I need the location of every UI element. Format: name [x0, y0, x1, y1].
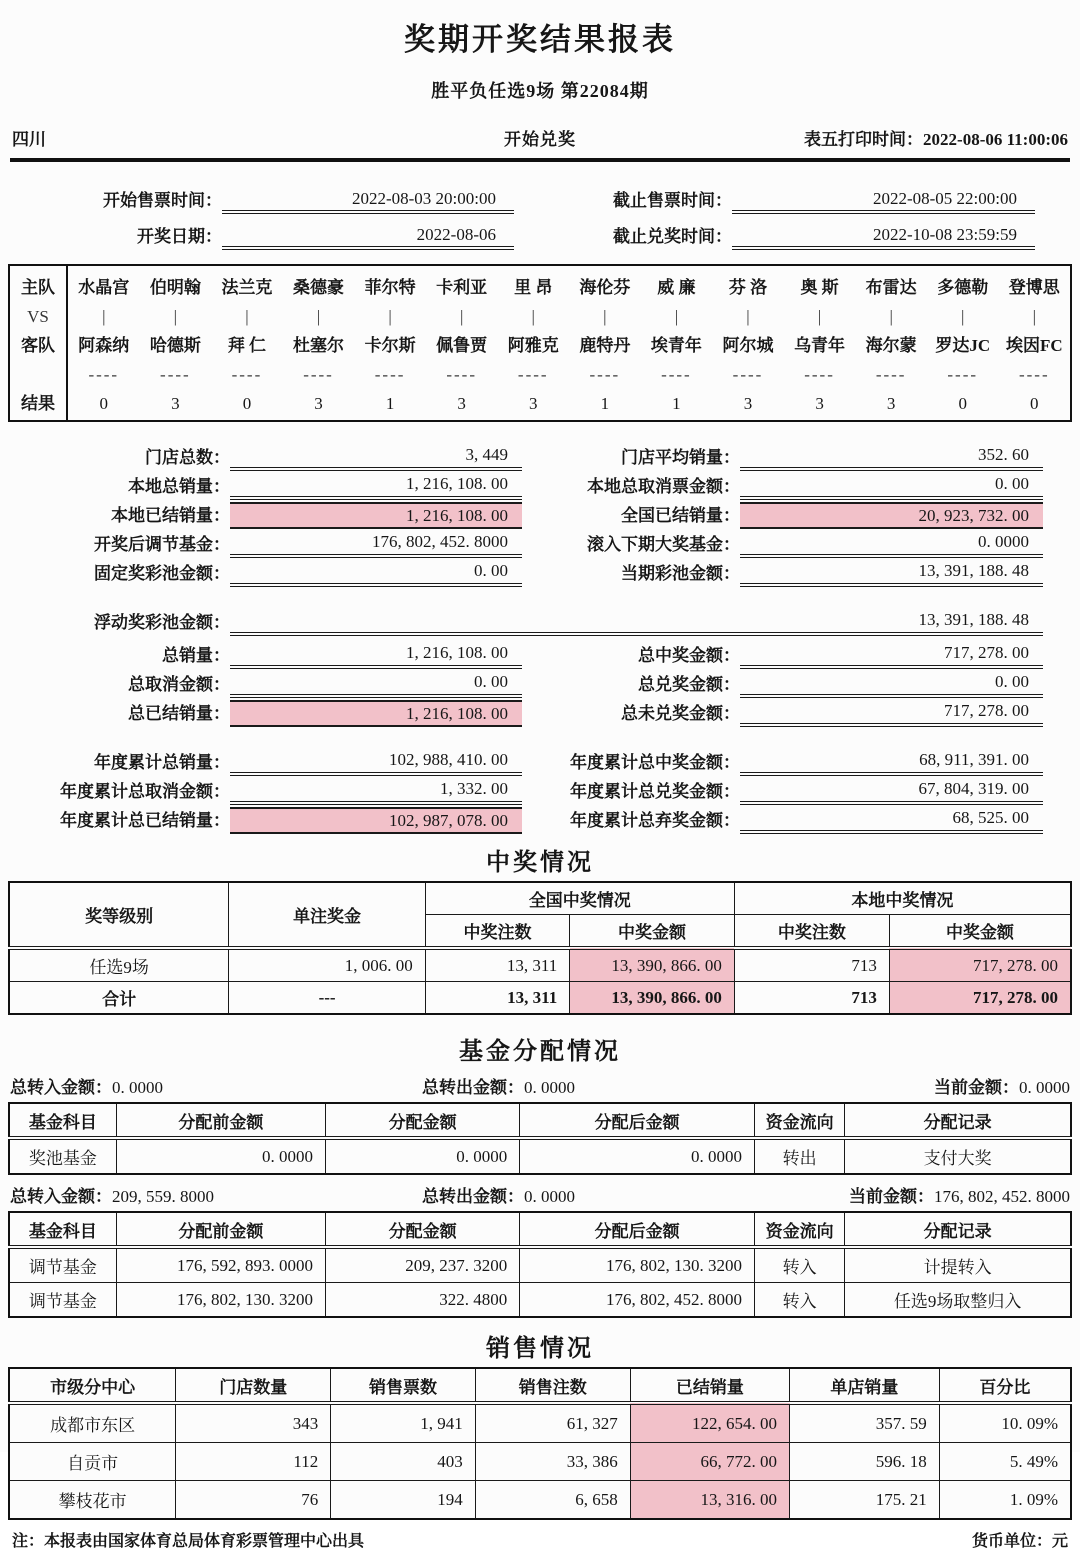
home-team: 海伦芬	[579, 278, 631, 297]
match-table	[8, 264, 1072, 422]
stat-label: 滚入下期大奖基金：	[587, 535, 740, 554]
sales-tickets-header: 销售票数	[331, 1368, 475, 1403]
vs-separator-icon: |	[173, 307, 178, 326]
stat-label: 固定奖彩池金额：	[94, 564, 230, 583]
match-column	[641, 266, 713, 420]
sales-bets: 33, 386	[475, 1443, 630, 1481]
stat-row	[0, 558, 1080, 587]
vs-separator-icon: |	[459, 307, 464, 326]
stat-label: 年度累计总已结销量：	[60, 811, 230, 830]
sale-end-value: 2022-08-05 22:00:00	[732, 187, 1035, 214]
fund-total-in	[10, 1073, 422, 1098]
stat-value: 1, 332. 00	[230, 778, 522, 805]
match-result: 1	[385, 394, 395, 413]
score-dash: ----	[661, 365, 692, 384]
fund-record: 支付大奖	[845, 1138, 1071, 1174]
fund-after-header: 分配后金额	[520, 1103, 755, 1138]
sales-stores: 343	[176, 1403, 331, 1443]
redeem-end-label: 截止兑奖时间：	[613, 227, 732, 246]
away-team: 卡尔斯	[364, 336, 416, 355]
meta-row	[0, 125, 1080, 150]
sales-perstore-header: 单店销量	[790, 1368, 940, 1403]
stat-value: 0. 00	[230, 560, 522, 587]
stat-value: 0. 0000	[740, 531, 1043, 558]
sales-percent: 10. 09%	[939, 1403, 1071, 1443]
fund-amount-header: 分配金额	[325, 1103, 519, 1138]
fund-subject: 奖池基金	[9, 1138, 116, 1174]
sales-section-title: 销售情况	[486, 1336, 594, 1362]
local-amount-header: 中奖金额	[889, 915, 1071, 949]
stat-value: 13, 391, 188. 48	[230, 609, 1043, 636]
stat-value: 717, 278. 00	[740, 700, 1043, 727]
fund-after: 0. 0000	[520, 1138, 755, 1174]
match-column	[497, 266, 569, 420]
sales-stores: 76	[176, 1481, 331, 1520]
sale-start-label: 开始售票时间：	[103, 191, 222, 210]
score-dash: ----	[1018, 365, 1050, 384]
match-result: 0	[1030, 394, 1039, 413]
fund-direction: 转入	[754, 1247, 844, 1283]
away-team: 阿雅克	[507, 336, 559, 355]
local-count-header: 中奖注数	[734, 915, 889, 949]
score-dash: ----	[875, 365, 907, 384]
fund-total-in-label: 总转入金额：	[10, 1078, 112, 1097]
draw-date-label: 开奖日期：	[137, 227, 222, 246]
local-count: 713	[734, 982, 889, 1015]
fund-record: 计提转入	[845, 1247, 1071, 1283]
stat-label: 门店总数：	[145, 448, 230, 467]
fund-header-row	[9, 1212, 1071, 1247]
national-count: 13, 311	[425, 982, 569, 1015]
stat-value: 13, 391, 188. 48	[740, 560, 1043, 587]
status-label: 开始兑奖	[504, 130, 576, 149]
match-result: 1	[600, 394, 610, 413]
home-team: 卡利亚	[436, 278, 488, 297]
stat-label: 总未兑奖金额：	[621, 704, 740, 723]
away-team: 乌青年	[794, 336, 846, 355]
vs-separator-icon: |	[388, 307, 392, 326]
sale-end-label: 截止售票时间：	[613, 191, 732, 210]
away-team: 埃因FC	[1005, 336, 1063, 355]
stat-row	[0, 776, 1080, 805]
sales-center: 攀枝花市	[9, 1481, 176, 1520]
match-result: 1	[672, 394, 681, 413]
sales-perstore: 357. 59	[790, 1403, 940, 1443]
stat-label: 年度累计总弃奖金额：	[570, 811, 740, 830]
match-column	[211, 266, 283, 420]
sales-percent-header: 百分比	[939, 1368, 1071, 1403]
stat-value: 0. 00	[740, 473, 1043, 500]
fund-direction-header: 资金流向	[754, 1103, 844, 1138]
fund-summary	[10, 1074, 1070, 1098]
match-column	[68, 266, 140, 420]
stat-row	[0, 500, 1080, 529]
stat-label: 年度累计总销量：	[94, 753, 230, 772]
away-team: 拜 仁	[227, 336, 267, 355]
stat-value: 68, 525. 00	[740, 807, 1043, 834]
sales-center-header: 市级分中心	[9, 1368, 176, 1403]
fund-total-in-label: 总转入金额：	[10, 1187, 112, 1206]
stat-value: 717, 278. 00	[740, 642, 1043, 669]
vs-separator-icon: |	[245, 307, 249, 326]
sales-data-row	[9, 1443, 1071, 1481]
vs-separator-icon: |	[674, 307, 679, 326]
score-dash: ----	[589, 365, 621, 384]
fund-table-2	[8, 1211, 1072, 1318]
fund-direction-header: 资金流向	[754, 1212, 844, 1247]
fund-total-in-value: 0. 0000	[112, 1078, 163, 1097]
fund-table-1	[8, 1102, 1072, 1175]
away-team: 鹿特丹	[579, 336, 631, 355]
fund-section-title: 基金分配情况	[459, 1039, 621, 1065]
fund-subject: 调节基金	[9, 1283, 116, 1318]
vs-separator-icon: |	[889, 307, 893, 326]
match-column	[999, 266, 1071, 420]
sales-data-row	[9, 1403, 1071, 1443]
fund-before-header: 分配前金额	[116, 1103, 325, 1138]
fund-total-out-value: 0. 0000	[524, 1187, 575, 1206]
prize-total-row	[9, 982, 1071, 1015]
fund-after: 176, 802, 130. 3200	[520, 1247, 755, 1283]
score-dash: ----	[517, 365, 549, 384]
match-column	[569, 266, 641, 420]
stat-label: 当期彩池金额：	[621, 564, 740, 583]
away-team: 杜塞尔	[293, 336, 345, 355]
sales-bets: 61, 327	[475, 1403, 630, 1443]
vs-separator-icon: |	[316, 307, 321, 326]
stat-value-highlighted: 1, 216, 108. 00	[230, 502, 522, 529]
fund-data-row	[9, 1247, 1071, 1283]
stat-label: 本地总取消票金额：	[587, 477, 740, 496]
match-result: 3	[886, 394, 896, 413]
sales-settled: 66, 772. 00	[630, 1443, 789, 1481]
home-team: 芬 洛	[728, 278, 768, 297]
vs-separator-icon: |	[961, 307, 965, 326]
prize-single: 1, 006. 00	[229, 948, 425, 982]
stat-row	[0, 698, 1080, 727]
fund-total-out-value: 0. 0000	[524, 1078, 575, 1097]
home-team: 奥 斯	[800, 278, 839, 297]
stat-label: 本地已结销量：	[111, 506, 230, 525]
fund-amount-header: 分配金额	[325, 1212, 519, 1247]
stat-value-highlighted: 1, 216, 108. 00	[230, 700, 522, 727]
away-team: 海尔蒙	[865, 336, 917, 355]
fund-direction: 转出	[754, 1138, 844, 1174]
sales-center: 成都市东区	[9, 1403, 176, 1443]
match-column	[927, 266, 999, 420]
sales-stores-header: 门店数量	[176, 1368, 331, 1403]
fund-current-value: 0. 0000	[1019, 1078, 1070, 1097]
away-team: 阿尔城	[722, 336, 774, 355]
sales-tickets: 1, 941	[331, 1403, 475, 1443]
fund-amount: 0. 0000	[325, 1138, 519, 1174]
page-subtitle: 胜平负任选9场 第22084期	[431, 81, 649, 101]
stat-value: 0. 00	[230, 671, 522, 698]
score-dash: ----	[446, 365, 477, 384]
region-label: 四川	[12, 130, 46, 149]
stat-value: 0. 00	[740, 671, 1043, 698]
fund-summary	[10, 1183, 1070, 1207]
stat-row	[0, 805, 1080, 834]
local-amount: 717, 278. 00	[889, 948, 1071, 982]
fund-subject-header: 基金科目	[9, 1103, 116, 1138]
fund-after-header: 分配后金额	[520, 1212, 755, 1247]
home-team: 登博思	[1008, 278, 1060, 297]
match-row-labels	[10, 266, 68, 420]
national-count: 13, 311	[425, 948, 569, 982]
match-column	[426, 266, 498, 420]
sales-tickets: 194	[331, 1481, 475, 1520]
stat-value: 1, 216, 108. 00	[230, 473, 522, 500]
home-team: 威 廉	[657, 278, 696, 297]
sales-percent: 5. 49%	[939, 1443, 1071, 1481]
fund-total-in	[10, 1182, 422, 1207]
match-result: 3	[171, 394, 180, 413]
print-time-label: 表五打印时间：	[804, 130, 924, 149]
sales-settled: 13, 316. 00	[630, 1481, 789, 1520]
stat-row	[0, 442, 1080, 471]
fund-current	[934, 1073, 1070, 1098]
match-result: 3	[815, 394, 824, 413]
fund-current-label: 当前金额：	[934, 1078, 1019, 1097]
stat-label: 总中奖金额：	[638, 646, 740, 665]
fund-total-in-value: 209, 559. 8000	[112, 1187, 214, 1206]
currency-unit: 货币单位：元	[971, 1533, 1068, 1550]
national-amount: 13, 390, 866. 00	[570, 948, 735, 982]
fund-data-row	[9, 1138, 1071, 1174]
stat-label: 年度累计总取消金额：	[60, 782, 230, 801]
vs-row-label: VS	[27, 307, 49, 326]
sales-settled: 122, 654. 00	[630, 1403, 789, 1443]
fund-subject-header: 基金科目	[9, 1212, 116, 1247]
score-dash: ----	[231, 365, 263, 384]
away-team: 佩鲁贾	[436, 336, 488, 355]
fund-data-row	[9, 1283, 1071, 1318]
stat-value: 67, 804, 319. 00	[740, 778, 1043, 805]
stat-label: 年度累计总兑奖金额：	[570, 782, 740, 801]
stat-label: 总已结销量：	[128, 704, 230, 723]
score-dash: ----	[947, 365, 979, 384]
sales-tickets: 403	[331, 1443, 475, 1481]
fund-record-header: 分配记录	[845, 1103, 1071, 1138]
match-column	[140, 266, 212, 420]
score-dash: ----	[303, 365, 334, 384]
match-column	[712, 266, 784, 420]
sale-start-value: 2022-08-03 20:00:00	[222, 187, 514, 214]
score-dash: ----	[374, 365, 406, 384]
sales-perstore: 596. 18	[790, 1443, 940, 1481]
vs-separator-icon: |	[746, 307, 750, 326]
sales-table	[8, 1367, 1072, 1520]
stat-label: 开奖后调节基金：	[94, 535, 230, 554]
fund-direction: 转入	[754, 1283, 844, 1318]
stat-label: 总兑奖金额：	[638, 675, 740, 694]
prize-data-row	[9, 948, 1071, 982]
stat-value: 176, 802, 452. 8000	[230, 531, 522, 558]
away-row-label: 客队	[21, 336, 55, 355]
fund-before: 176, 802, 130. 3200	[116, 1283, 325, 1318]
stat-label: 总取消金额：	[128, 675, 230, 694]
vs-separator-icon: |	[1032, 307, 1036, 326]
fund-current	[849, 1182, 1070, 1207]
local-count: 713	[734, 948, 889, 982]
away-team: 罗达JC	[935, 336, 991, 355]
fund-current-label: 当前金额：	[849, 1187, 934, 1206]
stat-label: 总销量：	[162, 646, 230, 665]
fund-total-out	[422, 1182, 849, 1207]
home-team: 布雷达	[865, 278, 917, 297]
time-row	[0, 220, 1080, 250]
match-column	[784, 266, 856, 420]
fund-after: 176, 802, 452. 8000	[520, 1283, 755, 1318]
page-title: 奖期开奖结果报表	[404, 22, 676, 57]
prize-level: 任选9场	[9, 948, 229, 982]
national-amount: 13, 390, 866. 00	[570, 982, 735, 1015]
print-time-value: 2022-08-06 11:00:06	[923, 130, 1068, 149]
fund-header-row	[9, 1103, 1071, 1138]
header-divider	[10, 158, 1070, 162]
score-dash: ----	[160, 365, 191, 384]
statistics-section	[0, 442, 1080, 834]
stat-value-highlighted: 20, 923, 732. 00	[740, 502, 1043, 529]
home-team: 伯明翰	[149, 278, 201, 297]
fund-record: 任选9场取整归入	[845, 1283, 1071, 1318]
match-result: 0	[99, 394, 109, 413]
stat-label: 浮动奖彩池金额：	[94, 613, 230, 632]
stat-row	[0, 471, 1080, 500]
score-dash: ----	[88, 365, 120, 384]
match-column	[855, 266, 927, 420]
sales-data-row	[9, 1481, 1071, 1520]
match-result: 3	[457, 394, 466, 413]
match-result: 3	[529, 394, 538, 413]
national-count-header: 中奖注数	[425, 915, 569, 949]
home-team: 菲尔特	[364, 278, 416, 297]
national-header: 全国中奖情况	[425, 882, 734, 915]
stat-value: 352. 60	[740, 444, 1043, 471]
stat-row	[0, 747, 1080, 776]
stat-value: 68, 911, 391. 00	[740, 749, 1043, 776]
match-result: 0	[242, 394, 252, 413]
sales-bets: 6, 658	[475, 1481, 630, 1520]
stat-label: 年度累计总中奖金额：	[570, 753, 740, 772]
sales-stores: 112	[176, 1443, 331, 1481]
home-team: 多德勒	[937, 278, 989, 297]
vs-separator-icon: |	[531, 307, 535, 326]
redeem-end-value: 2022-10-08 23:59:59	[732, 223, 1035, 250]
stat-row	[0, 669, 1080, 698]
fund-amount: 322. 4800	[325, 1283, 519, 1318]
sales-header-row	[9, 1368, 1071, 1403]
sales-perstore: 175. 21	[790, 1481, 940, 1520]
national-amount-header: 中奖金额	[570, 915, 735, 949]
match-result: 3	[743, 394, 753, 413]
stat-label: 本地总销量：	[128, 477, 230, 496]
sales-bets-header: 销售注数	[475, 1368, 630, 1403]
stat-row-full	[0, 607, 1080, 636]
prize-section-title: 中奖情况	[486, 850, 594, 876]
stat-row	[0, 529, 1080, 558]
fund-subject: 调节基金	[9, 1247, 116, 1283]
prize-single-header: 单注奖金	[229, 882, 425, 948]
away-team: 埃青年	[650, 336, 702, 355]
score-dash: ----	[732, 365, 764, 384]
local-amount: 717, 278. 00	[889, 982, 1071, 1015]
time-row	[0, 184, 1080, 214]
fund-before-header: 分配前金额	[116, 1212, 325, 1247]
away-team: 阿森纳	[78, 336, 130, 355]
prize-single: ---	[229, 982, 425, 1015]
vs-separator-icon: |	[817, 307, 822, 326]
home-row-label: 主队	[21, 278, 55, 297]
fund-current-value: 176, 802, 452. 8000	[934, 1187, 1070, 1206]
sales-center: 自贡市	[9, 1443, 176, 1481]
prize-level: 合计	[9, 982, 229, 1015]
score-dash: ----	[804, 365, 835, 384]
stat-row	[0, 640, 1080, 669]
prize-table	[8, 881, 1072, 1015]
home-team: 桑德豪	[293, 278, 345, 297]
away-team: 哈德斯	[149, 336, 201, 355]
fund-amount: 209, 237. 3200	[325, 1247, 519, 1283]
fund-total-out	[422, 1073, 934, 1098]
local-header: 本地中奖情况	[734, 882, 1071, 915]
stat-label: 门店平均销量：	[621, 448, 740, 467]
fund-record-header: 分配记录	[845, 1212, 1071, 1247]
fund-before: 176, 592, 893. 0000	[116, 1247, 325, 1283]
time-fields	[0, 184, 1080, 250]
match-result: 3	[314, 394, 323, 413]
sales-settled-header: 已结销量	[630, 1368, 789, 1403]
page-footer	[0, 1528, 1080, 1551]
fund-before: 0. 0000	[116, 1138, 325, 1174]
home-team: 法兰克	[221, 278, 273, 297]
match-result: 0	[958, 394, 967, 413]
sales-percent: 1. 09%	[939, 1481, 1071, 1520]
home-team: 水晶宫	[78, 278, 130, 297]
stat-value: 102, 988, 410. 00	[230, 749, 522, 776]
stat-value: 3, 449	[230, 444, 522, 471]
vs-separator-icon: |	[102, 307, 106, 326]
fund-total-out-label: 总转出金额：	[422, 1078, 524, 1097]
home-team: 里 昂	[514, 278, 553, 297]
footer-note: 注：本报表由国家体育总局体育彩票管理中心出具	[12, 1533, 365, 1550]
fund-total-out-label: 总转出金额：	[422, 1187, 524, 1206]
stat-value: 1, 216, 108. 00	[230, 642, 522, 669]
stat-label: 全国已结销量：	[621, 506, 740, 525]
stat-value-highlighted: 102, 987, 078. 00	[230, 807, 522, 834]
match-column	[354, 266, 426, 420]
prize-level-header: 奖等级别	[9, 882, 229, 948]
result-row-label: 结果	[21, 394, 55, 413]
print-time	[576, 125, 1068, 150]
prize-header-row	[9, 882, 1071, 915]
match-column	[283, 266, 355, 420]
draw-date-value: 2022-08-06	[222, 223, 514, 250]
vs-separator-icon: |	[603, 307, 607, 326]
